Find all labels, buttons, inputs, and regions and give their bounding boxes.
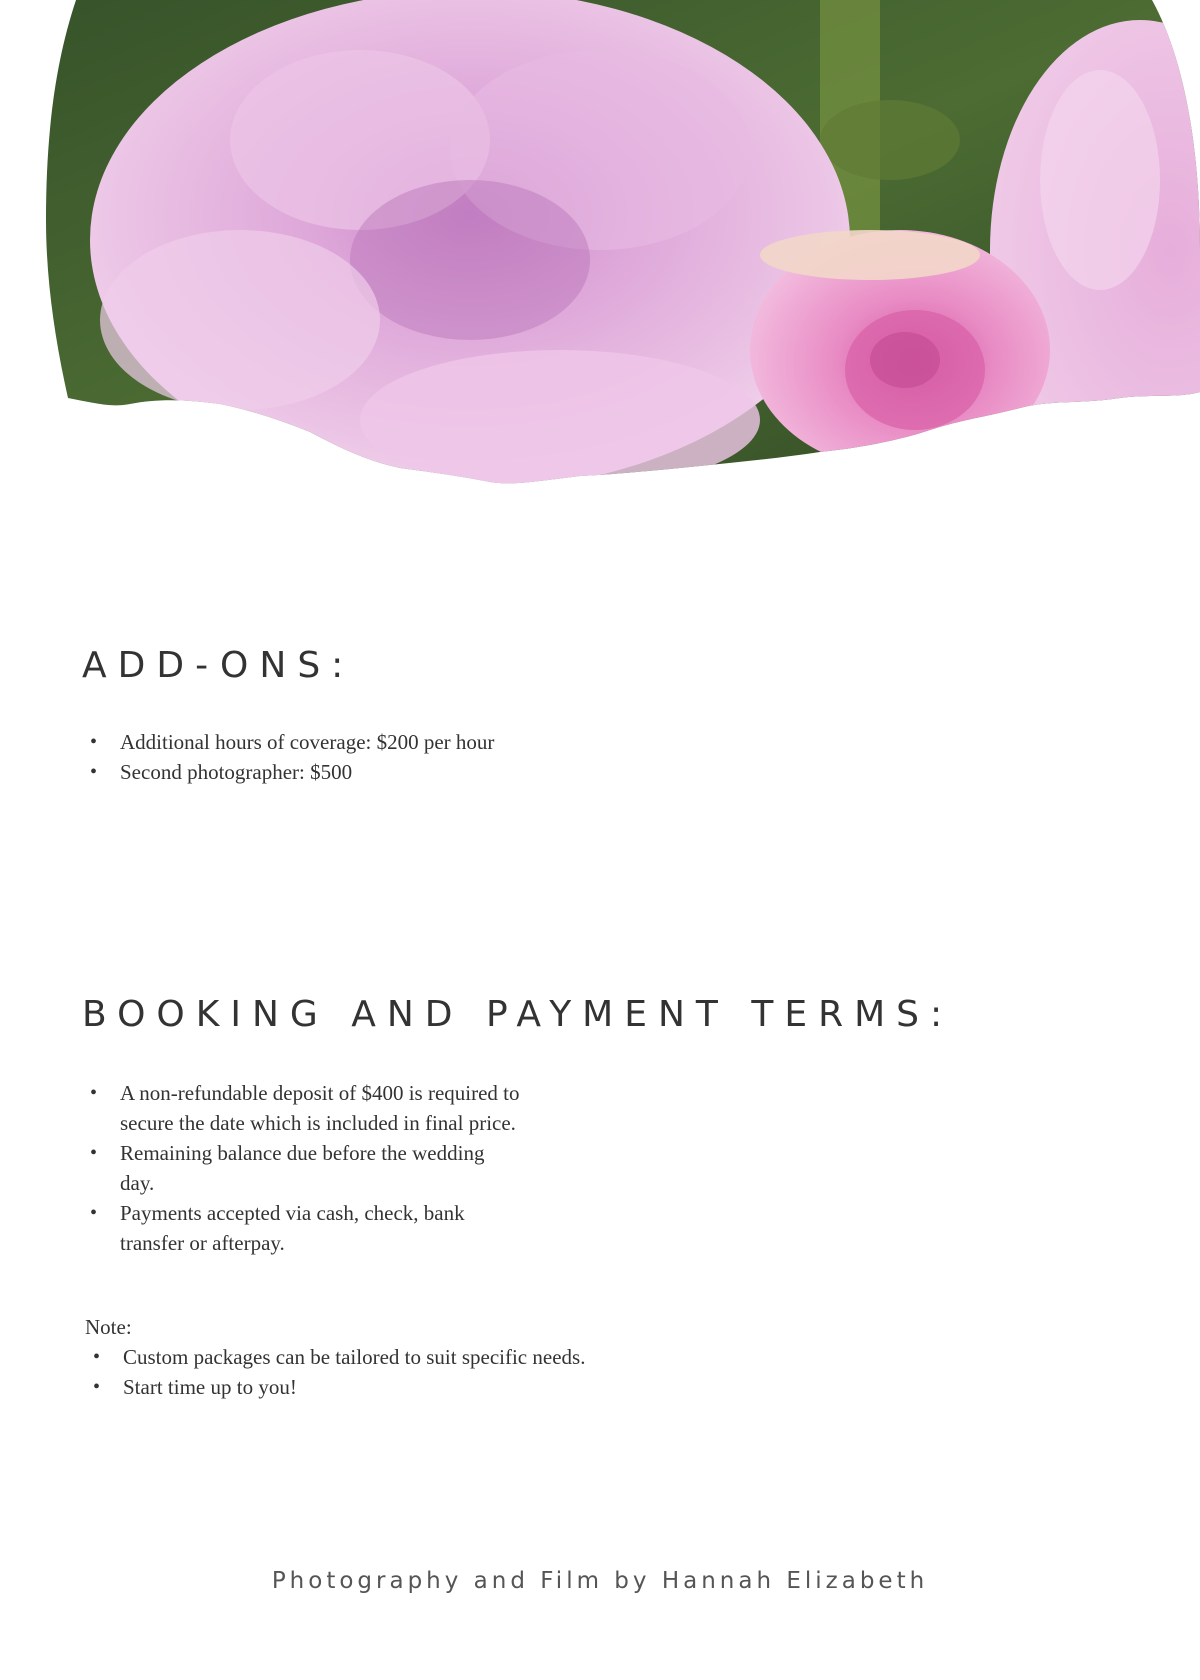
booking-heading: BOOKING AND PAYMENT TERMS: — [82, 994, 954, 1035]
list-item: • Additional hours of coverage: $200 per hour — [82, 727, 602, 757]
list-item: • A non-refundable deposit of $400 is required to secure the date which is included in final price. — [82, 1078, 522, 1138]
addons-heading: ADD-ONS: — [82, 645, 355, 686]
note-label: Note: — [85, 1315, 132, 1339]
list-item: • Payments accepted via cash, check, bank transfer or afterpay. — [82, 1198, 522, 1258]
hero-flower-photo — [0, 0, 1200, 500]
booking-list — [82, 1078, 522, 1258]
list-item: • Remaining balance due before the wedding day. — [82, 1138, 522, 1198]
footer-credit: Photography and Film by Hannah Elizabeth — [271, 1568, 929, 1594]
list-item: • Custom packages can be tailored to suit specific needs. — [85, 1342, 705, 1372]
addons-list — [82, 727, 602, 787]
list-item: • Start time up to you! — [85, 1372, 705, 1402]
note-list — [85, 1342, 705, 1402]
list-item: • Second photographer: $500 — [82, 757, 602, 787]
